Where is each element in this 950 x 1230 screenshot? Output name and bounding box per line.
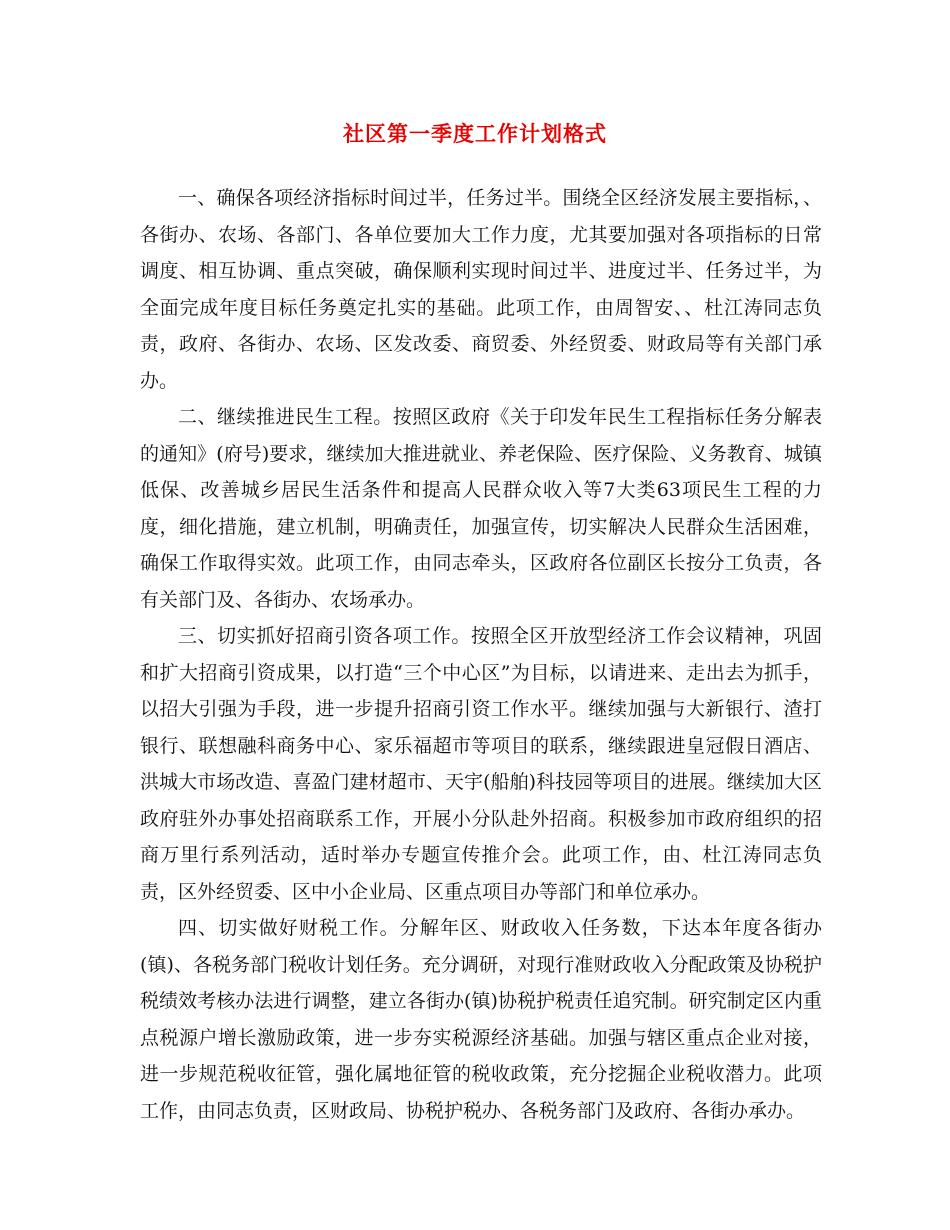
paragraph-2: 二、继续推进民生工程。按照区政府《关于印发年民生工程指标任务分解表的通知》(府号)要求，继续加大推进就业、养老保险、医疗保险、义务教育、城镇低保、改善城乡居民生活条件和提高人民群众收入等7大类63项民生工程的力度，细化措施，建立机制，明确责任，加强宣传，切实解决人民群众生活困难，确保工作取得实效。此项工作，由同志牵头，区政府各位副区长按分工负责，各有关部门及、各街办、农场承办。 — [140, 406, 822, 611]
document-body — [140, 180, 822, 1129]
document-title: 社区第一季度工作计划格式 — [343, 121, 607, 146]
paragraph-1: 一、确保各项经济指标时间过半，任务过半。围绕全区经济发展主要指标，、各街办、农场、各部门、各单位要加大工作力度，尤其要加强对各项指标的日常调度、相互协调、重点突破，确保顺利实现时间过半、进度过半、任务过半，为全面完成年度目标任务奠定扎实的基础。此项工作，由周智安、、杜江涛同志负责，政府、各街办、农场、区发改委、商贸委、外经贸委、财政局等有关部门承办。 — [140, 187, 822, 392]
paragraph-4: 四、切实做好财税工作。分解年区、财政收入任务数，下达本年度各街办(镇)、各税务部门税收计划任务。充分调研，对现行准财政收入分配政策及协税护税绩效考核办法进行调整，建立各街办(镇)协税护税责任追究制。研究制定区内重点税源户增长激励政策，进一步夯实税源经济基础。加强与辖区重点企业对接，进一步规范税收征管，强化属地征管的税收政策，充分挖掘企业税收潜力。此项工作，由同志负责，区财政局、协税护税办、各税务部门及政府、各街办承办。 — [140, 917, 822, 1122]
paragraph-3: 三、切实抓好招商引资各项工作。按照全区开放型经济工作会议精神，巩固和扩大招商引资成果，以打造“三个中心区”为目标，以请进来、走出去为抓手，以招大引强为手段，进一步提升招商引资工作水平。继续加强与大新银行、渣打银行、联想融科商务中心、家乐福超市等项目的联系，继续跟进皇冠假日酒店、洪城大市场改造、喜盈门建材超市、天宇(船舶)科技园等项目的进展。继续加大区政府驻外办事处招商联系工作，开展小分队赴外招商。积极参加市政府组织的招商万里行系列活动，适时举办专题宣传推介会。此项工作，由、杜江涛同志负责，区外经贸委、区中小企业局、区重点项目办等部门和单位承办。 — [140, 625, 822, 903]
